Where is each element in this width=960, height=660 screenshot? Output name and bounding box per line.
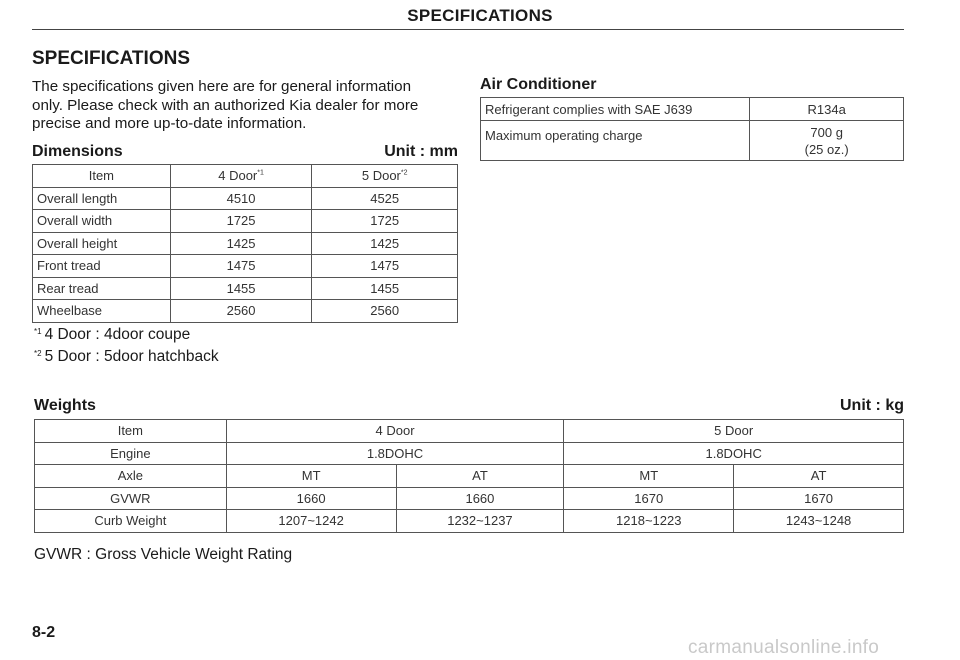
table-row bbox=[481, 98, 904, 121]
table-row bbox=[33, 210, 458, 233]
table-cell: 1425 bbox=[170, 232, 312, 255]
table-cell: 4525 bbox=[312, 187, 458, 210]
table-cell: 2560 bbox=[170, 300, 312, 323]
table-header-row bbox=[33, 165, 458, 188]
table-cell: Overall width bbox=[33, 210, 171, 233]
air-conditioner-heading: Air Conditioner bbox=[480, 76, 597, 93]
table-cell: MT bbox=[226, 465, 396, 488]
table-row bbox=[35, 442, 904, 465]
weights-unit: Unit : kg bbox=[840, 397, 904, 414]
table-row bbox=[33, 277, 458, 300]
header-cell: 4 Door$^{*1}$ bbox=[170, 165, 312, 188]
value-line: 700 g bbox=[810, 124, 843, 140]
table-cell: 1232~1237 bbox=[396, 510, 564, 533]
table-cell: Front tread bbox=[33, 255, 171, 278]
table-cell: MT bbox=[564, 465, 734, 488]
intro-line: precise and more up-to-date information. bbox=[32, 115, 307, 132]
table-header-row bbox=[35, 420, 904, 443]
table-cell: AT bbox=[734, 465, 904, 488]
header-divider bbox=[32, 29, 904, 30]
table-cell: 1725 bbox=[312, 210, 458, 233]
table-cell: R134a bbox=[750, 98, 904, 121]
air-conditioner-table bbox=[480, 97, 904, 161]
table-cell: 1725 bbox=[170, 210, 312, 233]
footnote-1 bbox=[34, 326, 190, 344]
table-cell: Overall height bbox=[33, 232, 171, 255]
intro-line: The specifications given here are for general information bbox=[32, 78, 412, 95]
table-row bbox=[35, 487, 904, 510]
table-cell: 4510 bbox=[170, 187, 312, 210]
table-row bbox=[33, 232, 458, 255]
value-line: (25 oz.) bbox=[804, 141, 849, 157]
table-cell: 1660 bbox=[396, 487, 564, 510]
footnote-mark: *2 bbox=[34, 349, 42, 358]
intro-line: only. Please check with an authorized Kia dealer for more bbox=[32, 96, 419, 114]
table-cell: 1218~1223 bbox=[564, 510, 734, 533]
header-cell: 5 Door$^{*2}$ bbox=[312, 165, 458, 188]
table-cell: 1207~1242 bbox=[226, 510, 396, 533]
table-row bbox=[35, 465, 904, 488]
table-cell: 1455 bbox=[312, 277, 458, 300]
footnote-text: 5 Door : 5door hatchback bbox=[44, 348, 219, 365]
table-cell: Rear tread bbox=[33, 277, 171, 300]
weights-table bbox=[34, 419, 904, 533]
table-cell: Wheelbase bbox=[33, 300, 171, 323]
table-cell: 1670 bbox=[734, 487, 904, 510]
table-cell: Overall length bbox=[33, 187, 171, 210]
dimensions-unit: Unit : mm bbox=[384, 143, 458, 160]
table-row bbox=[33, 255, 458, 278]
watermark-text: carmanualsonline.info bbox=[688, 637, 880, 658]
table-cell: Axle bbox=[35, 465, 227, 488]
table-cell: 1243~1248 bbox=[734, 510, 904, 533]
table-cell: 1660 bbox=[226, 487, 396, 510]
table-cell: 1455 bbox=[170, 277, 312, 300]
footnote-2 bbox=[34, 348, 219, 366]
table-cell: GVWR bbox=[35, 487, 227, 510]
footnote-text: 4 Door : 4door coupe bbox=[44, 326, 191, 343]
dimensions-heading: Dimensions bbox=[32, 143, 123, 160]
table-cell: Curb Weight bbox=[35, 510, 227, 533]
table-cell: 4 Door bbox=[226, 420, 564, 443]
table-cell: Refrigerant complies with SAE J639 bbox=[481, 98, 750, 121]
table-cell: 1.8DOHC bbox=[564, 442, 904, 465]
table-cell: 2560 bbox=[312, 300, 458, 323]
table-cell: AT bbox=[396, 465, 564, 488]
table-cell: 1475 bbox=[170, 255, 312, 278]
table-row bbox=[33, 187, 458, 210]
page-number: 8-2 bbox=[32, 624, 56, 641]
table-row bbox=[35, 510, 904, 533]
intro-paragraph bbox=[32, 78, 462, 134]
footnote-mark: *1 bbox=[34, 327, 42, 336]
table-row bbox=[481, 121, 904, 161]
dimensions-table bbox=[32, 164, 458, 323]
running-header-title: SPECIFICATIONS bbox=[407, 6, 553, 25]
table-cell: Engine bbox=[35, 442, 227, 465]
table-cell: Maximum operating charge bbox=[481, 121, 750, 161]
table-cell: Item bbox=[35, 420, 227, 443]
table-cell: 1.8DOHC bbox=[226, 442, 564, 465]
table-cell: 1475 bbox=[312, 255, 458, 278]
table-cell bbox=[750, 121, 904, 161]
header-cell: Item bbox=[33, 165, 171, 188]
table-cell: 1425 bbox=[312, 232, 458, 255]
gvwr-definition: GVWR : Gross Vehicle Weight Rating bbox=[34, 546, 293, 563]
table-row bbox=[33, 300, 458, 323]
table-cell: 5 Door bbox=[564, 420, 904, 443]
table-cell: 1670 bbox=[564, 487, 734, 510]
section-title: SPECIFICATIONS bbox=[32, 48, 190, 69]
weights-heading: Weights bbox=[34, 397, 96, 414]
